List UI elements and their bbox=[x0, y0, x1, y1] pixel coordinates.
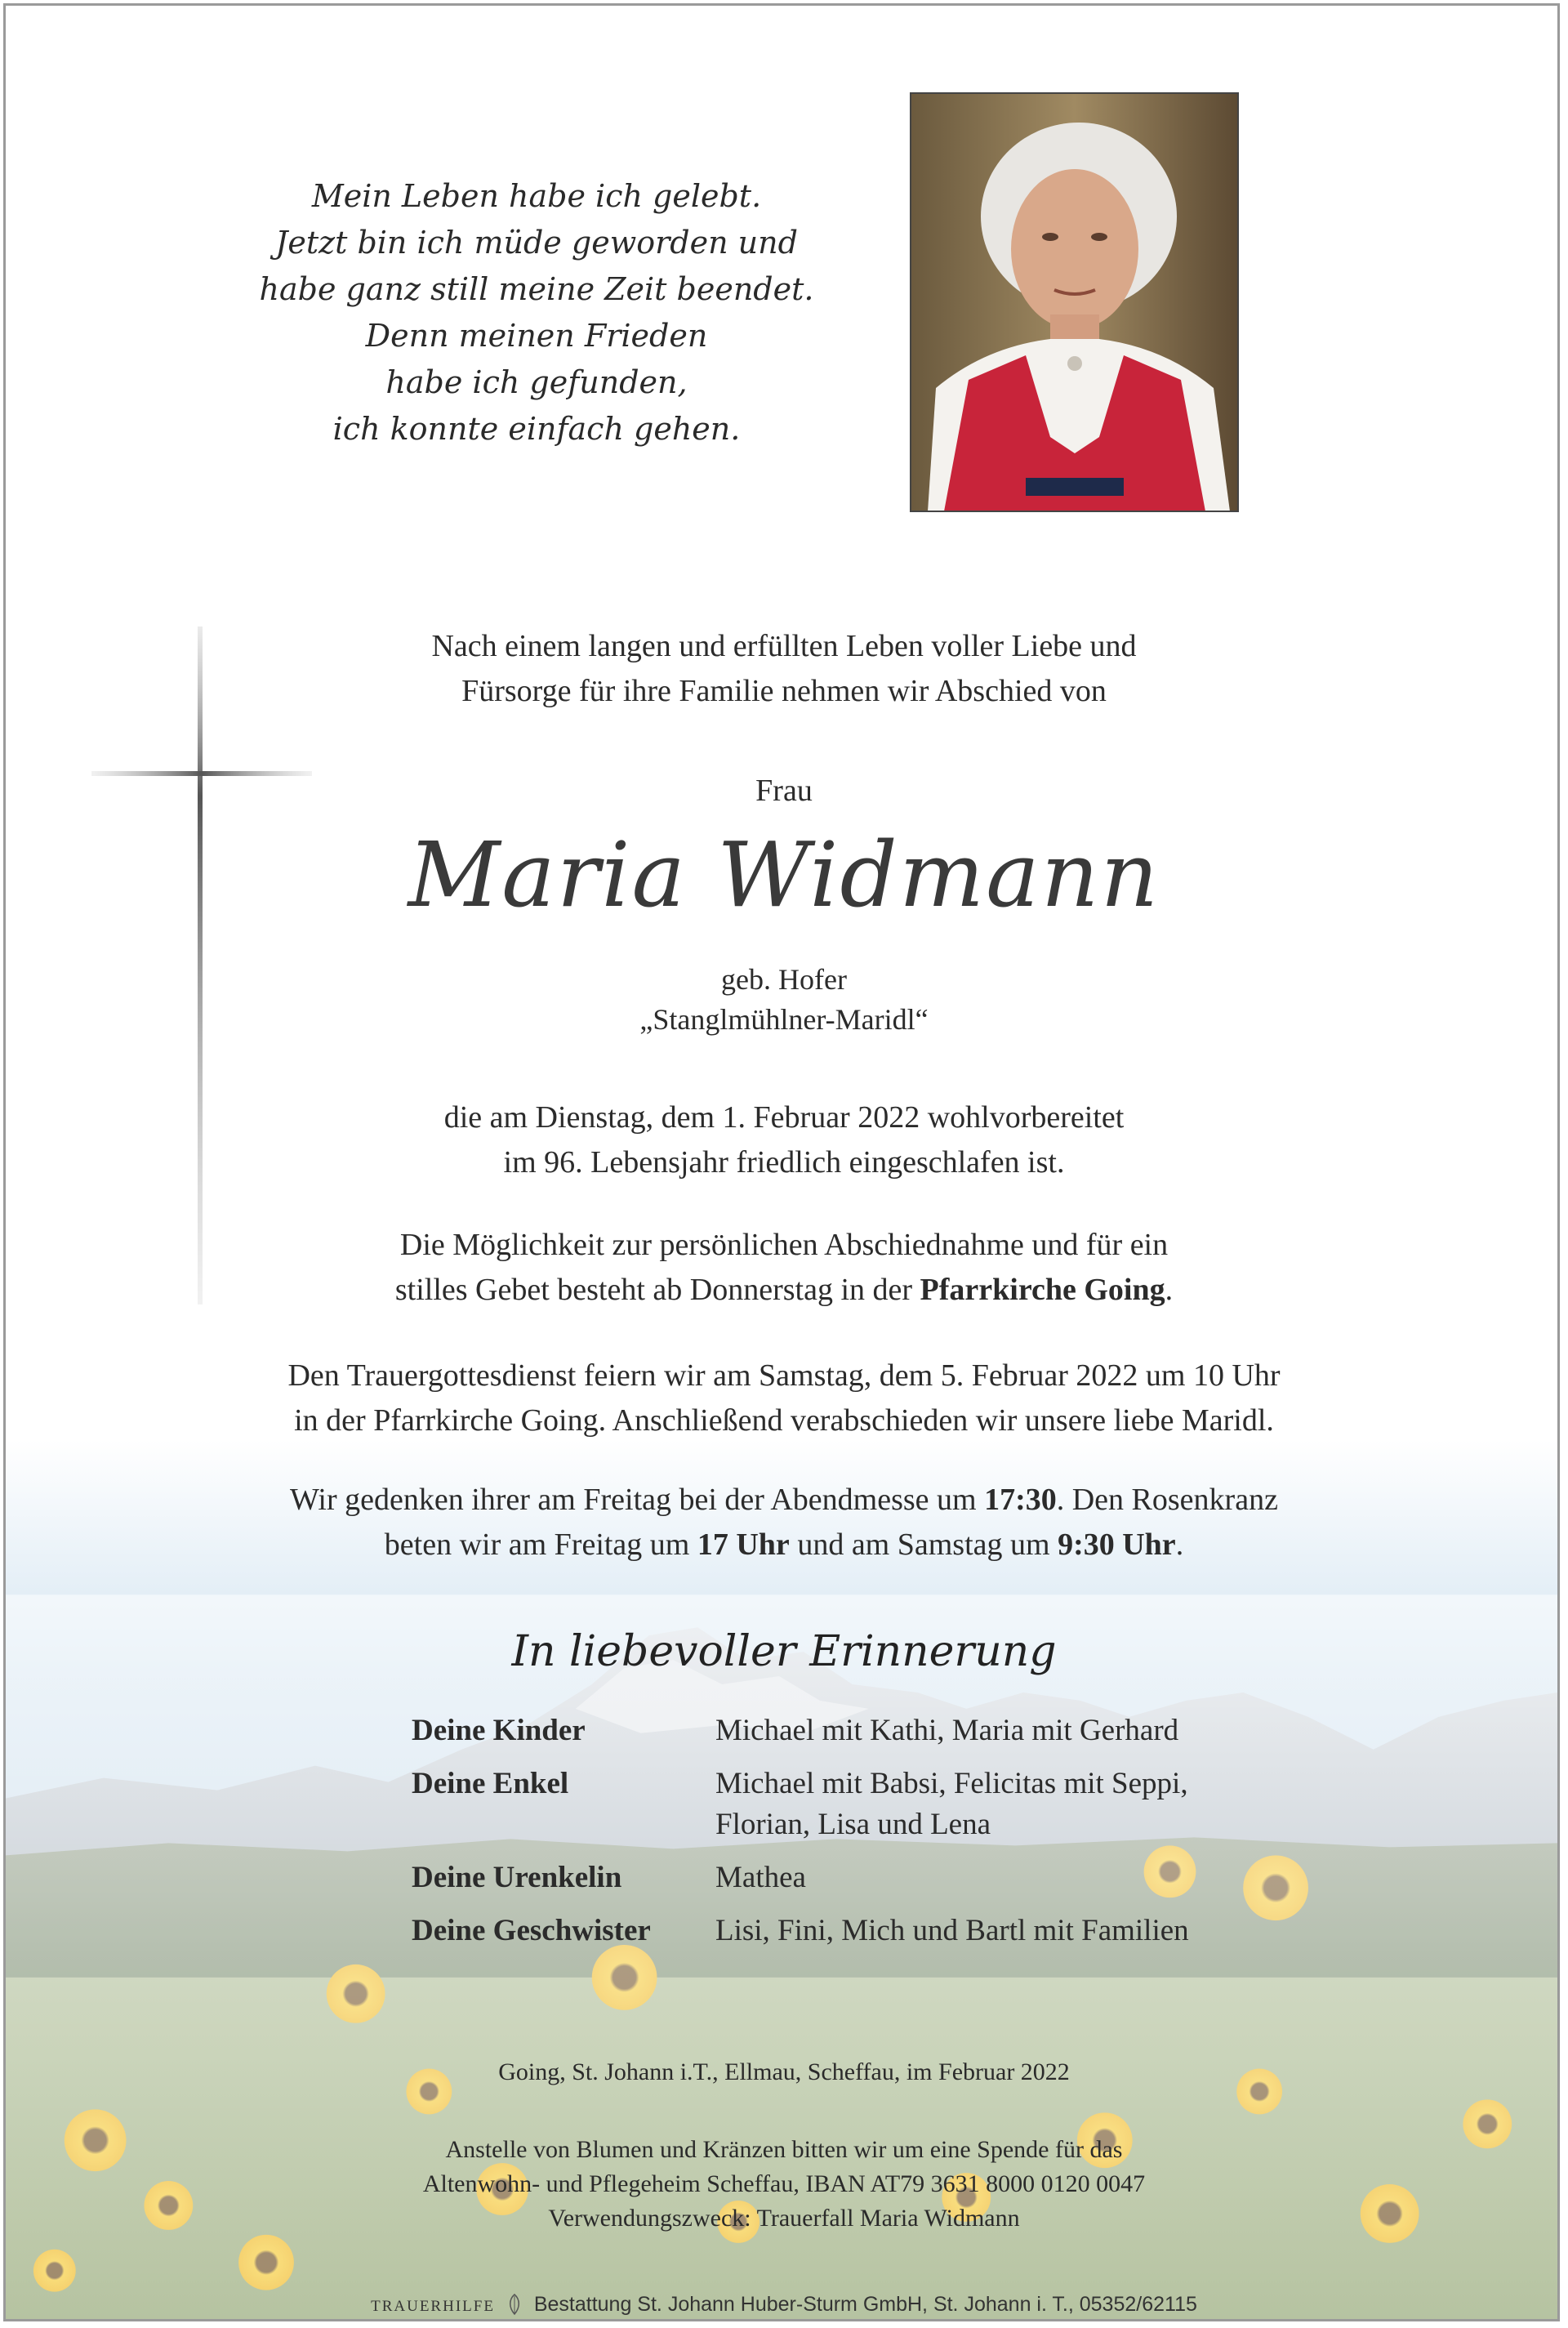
poem-line: ich konnte einfach gehen. bbox=[332, 411, 741, 447]
donation-line: Verwendungszweck: Trauerfall Maria Widmann bbox=[548, 2205, 1020, 2232]
viewing-text: stilles Gebet besteht ab Donnerstag in der bbox=[394, 1273, 920, 1307]
death-notice bbox=[6, 1095, 1560, 1185]
viewing-info bbox=[6, 1223, 1560, 1313]
obituary-card bbox=[3, 3, 1560, 2321]
family-label: Deine Geschwister bbox=[412, 1914, 651, 1947]
remembrance-text: beten wir am Freitag um bbox=[384, 1527, 697, 1562]
nickname: „Stanglmühlner-Maridl“ bbox=[639, 1003, 929, 1036]
funeral-home-text: Bestattung St. Johann Huber-Sturm GmbH, St. Johann i. T., 05352/62115 bbox=[533, 2293, 1197, 2316]
family-names-line: Michael mit Babsi, Felicitas mit Seppi, bbox=[715, 1767, 1188, 1800]
donation-line: Anstelle von Blumen und Kränzen bitten wir um eine Spende für das bbox=[445, 2136, 1123, 2163]
family-row bbox=[412, 1857, 1310, 1898]
remembrance-text: und am Samstag um bbox=[789, 1527, 1058, 1562]
death-line: die am Dienstag, dem 1. Februar 2022 wohlvorbereitet bbox=[443, 1100, 1125, 1135]
family-row bbox=[412, 1710, 1310, 1751]
family-names bbox=[715, 1764, 1310, 1845]
poem-line: habe ganz still meine Zeit beendet. bbox=[259, 271, 814, 307]
remembrance-info bbox=[6, 1478, 1560, 1568]
intro-line: Nach einem langen und erfüllten Leben voller Liebe und bbox=[431, 629, 1137, 663]
poem-line: Jetzt bin ich müde geworden und bbox=[275, 225, 798, 261]
remembrance-text: . Den Rosenkranz bbox=[1056, 1483, 1278, 1517]
family-names bbox=[715, 1911, 1310, 1951]
family-names-line: Mathea bbox=[715, 1861, 806, 1894]
family-label: Deine Urenkelin bbox=[412, 1861, 622, 1894]
family-row bbox=[412, 1764, 1310, 1845]
family-names bbox=[715, 1710, 1310, 1751]
remembrance-text: Wir gedenken ihrer am Freitag bei der Abendmesse um bbox=[290, 1483, 985, 1517]
family-names-line: Florian, Lisa und Lena bbox=[715, 1808, 991, 1841]
rosary-time-friday: 17 Uhr bbox=[697, 1527, 790, 1562]
poem-line: habe ich gefunden, bbox=[385, 364, 688, 400]
family-label: Deine Enkel bbox=[412, 1767, 569, 1800]
intro-text bbox=[6, 624, 1560, 714]
service-info bbox=[6, 1354, 1560, 1443]
brand-name: TRAUERHILFE bbox=[371, 2298, 495, 2315]
deceased-name: Maria Widmann bbox=[408, 823, 1160, 927]
funeral-home-footer bbox=[6, 2293, 1560, 2317]
donation-line: Altenwohn- und Pflegeheim Scheffau, IBAN AT79 3631 8000 0120 0047 bbox=[422, 2170, 1146, 2197]
portrait-photo bbox=[910, 92, 1239, 512]
family-names-line: Lisi, Fini, Mich und Bartl mit Familien bbox=[715, 1914, 1189, 1947]
place-date: Going, St. Johann i.T., Ellmau, Scheffau, im Februar 2022 bbox=[498, 2058, 1070, 2085]
rosary-time-saturday: 9:30 Uhr bbox=[1058, 1527, 1176, 1562]
remembrance-line bbox=[6, 1523, 1560, 1568]
maiden-name: geb. Hofer bbox=[721, 963, 847, 996]
deceased-details bbox=[6, 960, 1560, 1040]
remembrance-line bbox=[6, 1478, 1560, 1523]
poem-line: Mein Leben habe ich gelebt. bbox=[311, 178, 762, 214]
viewing-text-end: . bbox=[1165, 1273, 1174, 1307]
service-line: in der Pfarrkirche Going. Anschließend verabschieden wir unsere liebe Maridl. bbox=[294, 1403, 1274, 1438]
family-list bbox=[412, 1710, 1310, 1964]
leaf-icon bbox=[506, 2293, 523, 2316]
viewing-line: Die Möglichkeit zur persönlichen Abschiednahme und für ein bbox=[399, 1228, 1169, 1262]
church-name: Pfarrkirche Going bbox=[920, 1273, 1165, 1307]
family-row bbox=[412, 1911, 1310, 1951]
remembrance-text: . bbox=[1175, 1527, 1184, 1562]
intro-line: Fürsorge für ihre Familie nehmen wir Abschied von bbox=[461, 674, 1107, 708]
poem-line: Denn meinen Frieden bbox=[365, 318, 708, 354]
family-label: Deine Kinder bbox=[412, 1714, 586, 1747]
viewing-line bbox=[6, 1268, 1560, 1313]
donation-request bbox=[6, 2133, 1560, 2236]
family-names-line: Michael mit Kathi, Maria mit Gerhard bbox=[715, 1714, 1179, 1747]
family-names bbox=[715, 1857, 1310, 1898]
deceased-title: Frau bbox=[755, 774, 813, 808]
mass-time: 17:30 bbox=[984, 1483, 1057, 1517]
poem bbox=[251, 173, 822, 453]
death-line: im 96. Lebensjahr friedlich eingeschlafen ist. bbox=[503, 1145, 1065, 1180]
memory-heading: In liebevoller Erinnerung bbox=[511, 1627, 1057, 1676]
service-line: Den Trauergottesdienst feiern wir am Samstag, dem 5. Februar 2022 um 10 Uhr bbox=[287, 1358, 1281, 1393]
